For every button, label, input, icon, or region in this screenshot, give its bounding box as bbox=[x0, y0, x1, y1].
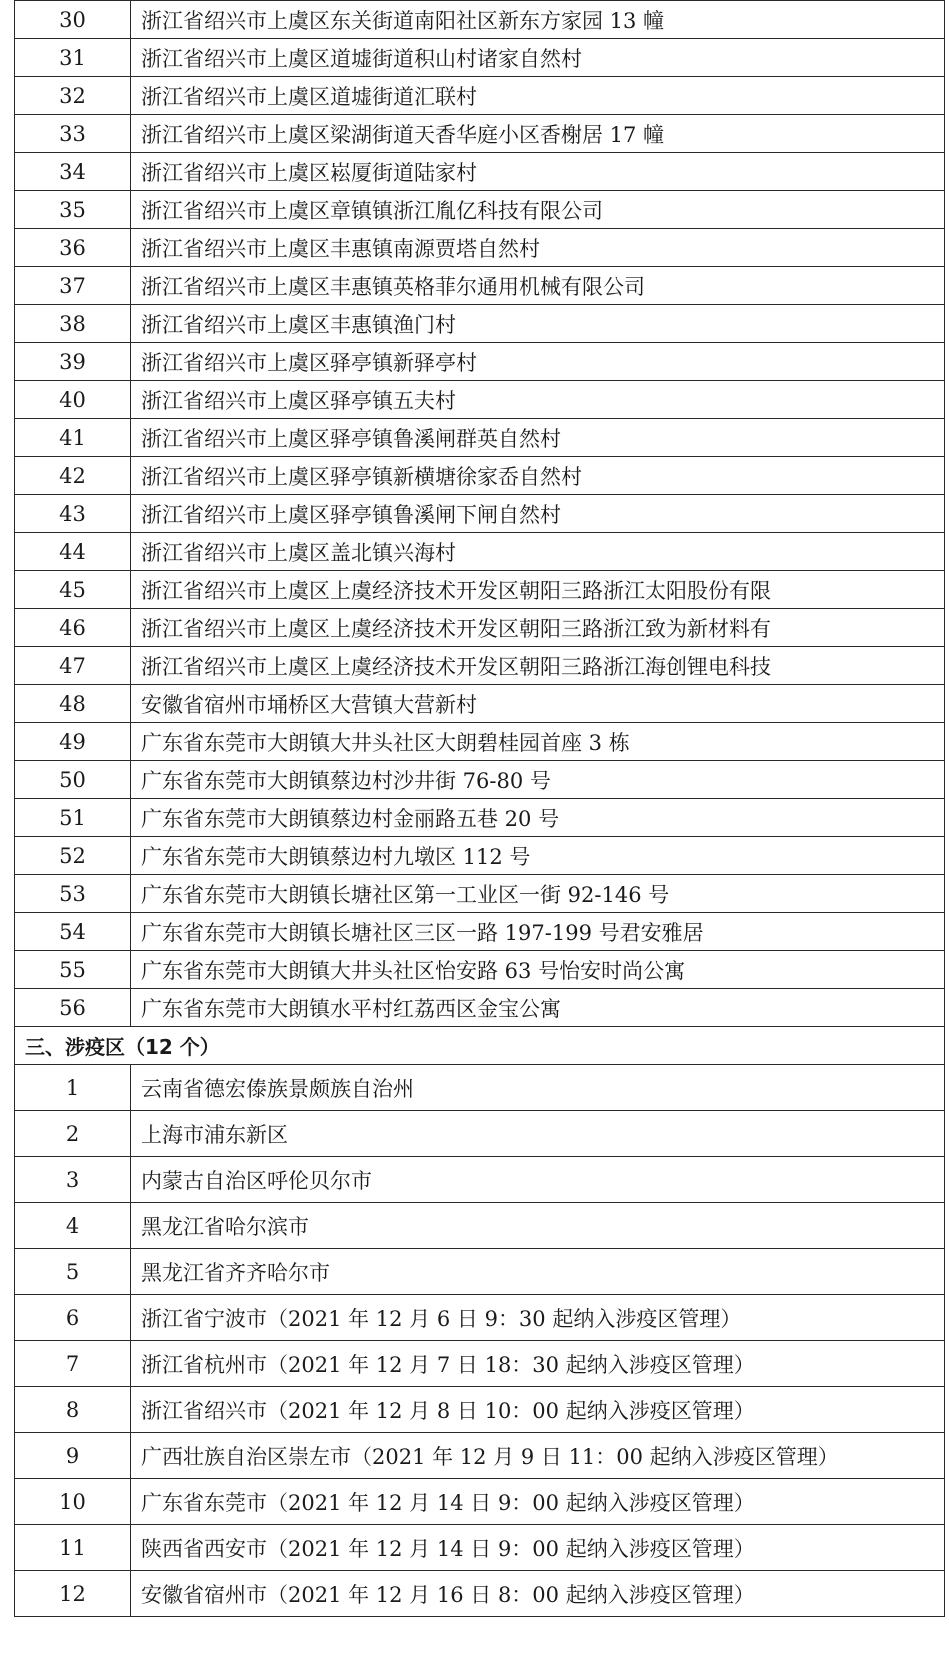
row-address: 浙江省宁波市（2021 年 12 月 6 日 9：30 起纳入涉疫区管理） bbox=[131, 1295, 945, 1341]
table-row bbox=[15, 1203, 945, 1249]
table-row bbox=[15, 1479, 945, 1525]
row-number: 47 bbox=[15, 647, 131, 685]
row-address: 黑龙江省齐齐哈尔市 bbox=[131, 1249, 945, 1295]
row-number: 51 bbox=[15, 799, 131, 837]
table-row bbox=[15, 989, 945, 1027]
row-address: 浙江省绍兴市上虞区驿亭镇鲁溪闸下闸自然村 bbox=[131, 495, 945, 533]
row-number: 41 bbox=[15, 419, 131, 457]
row-address: 浙江省绍兴市上虞区崧厦街道陆家村 bbox=[131, 153, 945, 191]
table-row bbox=[15, 153, 945, 191]
table-row bbox=[15, 799, 945, 837]
row-number: 55 bbox=[15, 951, 131, 989]
table-row bbox=[15, 457, 945, 495]
row-number: 56 bbox=[15, 989, 131, 1027]
table-row bbox=[15, 951, 945, 989]
row-number: 35 bbox=[15, 191, 131, 229]
row-number: 11 bbox=[15, 1525, 131, 1571]
row-address: 浙江省绍兴市上虞区道墟街道积山村诸家自然村 bbox=[131, 39, 945, 77]
table-row bbox=[15, 229, 945, 267]
row-number: 2 bbox=[15, 1111, 131, 1157]
table-row bbox=[15, 77, 945, 115]
area-list-table bbox=[14, 0, 945, 1617]
row-number: 54 bbox=[15, 913, 131, 951]
row-address: 浙江省绍兴市上虞区上虞经济技术开发区朝阳三路浙江致为新材料有 bbox=[131, 609, 945, 647]
row-address: 广东省东莞市大朗镇长塘社区三区一路 197-199 号君安雅居 bbox=[131, 913, 945, 951]
row-address: 广东省东莞市大朗镇蔡边村九墩区 112 号 bbox=[131, 837, 945, 875]
row-number: 5 bbox=[15, 1249, 131, 1295]
row-address: 浙江省绍兴市上虞区章镇镇浙江胤亿科技有限公司 bbox=[131, 191, 945, 229]
table-row bbox=[15, 495, 945, 533]
section-title: 三、涉疫区（12 个） bbox=[15, 1027, 945, 1065]
row-address: 广东省东莞市大朗镇蔡边村金丽路五巷 20 号 bbox=[131, 799, 945, 837]
row-number: 9 bbox=[15, 1433, 131, 1479]
row-address: 广东省东莞市大朗镇大井头社区怡安路 63 号怡安时尚公寓 bbox=[131, 951, 945, 989]
row-number: 36 bbox=[15, 229, 131, 267]
row-address: 浙江省绍兴市上虞区驿亭镇新横塘徐家岙自然村 bbox=[131, 457, 945, 495]
row-number: 49 bbox=[15, 723, 131, 761]
row-number: 6 bbox=[15, 1295, 131, 1341]
row-address: 内蒙古自治区呼伦贝尔市 bbox=[131, 1157, 945, 1203]
row-address: 广东省东莞市（2021 年 12 月 14 日 9：00 起纳入涉疫区管理） bbox=[131, 1479, 945, 1525]
table-row bbox=[15, 39, 945, 77]
row-number: 52 bbox=[15, 837, 131, 875]
row-address: 安徽省宿州市埇桥区大营镇大营新村 bbox=[131, 685, 945, 723]
section-header-row bbox=[15, 1027, 945, 1065]
table-row bbox=[15, 1249, 945, 1295]
table-row bbox=[15, 1157, 945, 1203]
row-address: 浙江省绍兴市上虞区驿亭镇鲁溪闸群英自然村 bbox=[131, 419, 945, 457]
table-row bbox=[15, 1, 945, 39]
table-row bbox=[15, 913, 945, 951]
row-address: 浙江省绍兴市上虞区丰惠镇南源贾塔自然村 bbox=[131, 229, 945, 267]
row-number: 37 bbox=[15, 267, 131, 305]
row-number: 48 bbox=[15, 685, 131, 723]
row-number: 43 bbox=[15, 495, 131, 533]
medium-risk-area-rows bbox=[15, 1, 945, 1027]
row-address: 浙江省绍兴市上虞区道墟街道汇联村 bbox=[131, 77, 945, 115]
table-row bbox=[15, 1065, 945, 1111]
row-address: 广东省东莞市大朗镇大井头社区大朗碧桂园首座 3 栋 bbox=[131, 723, 945, 761]
row-number: 40 bbox=[15, 381, 131, 419]
row-address: 广东省东莞市大朗镇蔡边村沙井街 76-80 号 bbox=[131, 761, 945, 799]
row-address: 黑龙江省哈尔滨市 bbox=[131, 1203, 945, 1249]
epidemic-area-rows bbox=[15, 1065, 945, 1617]
row-number: 1 bbox=[15, 1065, 131, 1111]
row-address: 云南省德宏傣族景颇族自治州 bbox=[131, 1065, 945, 1111]
row-number: 32 bbox=[15, 77, 131, 115]
table-row bbox=[15, 381, 945, 419]
table-row bbox=[15, 305, 945, 343]
table-row bbox=[15, 1387, 945, 1433]
row-number: 45 bbox=[15, 571, 131, 609]
table-row bbox=[15, 647, 945, 685]
row-address: 陕西省西安市（2021 年 12 月 14 日 9：00 起纳入涉疫区管理） bbox=[131, 1525, 945, 1571]
table-row bbox=[15, 723, 945, 761]
row-address: 浙江省绍兴市上虞区上虞经济技术开发区朝阳三路浙江太阳股份有限 bbox=[131, 571, 945, 609]
row-number: 7 bbox=[15, 1341, 131, 1387]
row-number: 30 bbox=[15, 1, 131, 39]
row-number: 10 bbox=[15, 1479, 131, 1525]
row-address: 浙江省绍兴市上虞区盖北镇兴海村 bbox=[131, 533, 945, 571]
table-row bbox=[15, 761, 945, 799]
table-row bbox=[15, 115, 945, 153]
table-row bbox=[15, 1433, 945, 1479]
table-row bbox=[15, 837, 945, 875]
row-number: 3 bbox=[15, 1157, 131, 1203]
table-row bbox=[15, 419, 945, 457]
table-row bbox=[15, 1111, 945, 1157]
row-number: 42 bbox=[15, 457, 131, 495]
row-address: 浙江省绍兴市上虞区驿亭镇五夫村 bbox=[131, 381, 945, 419]
row-address: 广西壮族自治区崇左市（2021 年 12 月 9 日 11：00 起纳入涉疫区管理） bbox=[131, 1433, 945, 1479]
row-number: 34 bbox=[15, 153, 131, 191]
row-number: 38 bbox=[15, 305, 131, 343]
row-number: 39 bbox=[15, 343, 131, 381]
table-row bbox=[15, 875, 945, 913]
row-address: 浙江省绍兴市上虞区上虞经济技术开发区朝阳三路浙江海创锂电科技 bbox=[131, 647, 945, 685]
row-number: 8 bbox=[15, 1387, 131, 1433]
table-row bbox=[15, 1571, 945, 1617]
row-address: 浙江省绍兴市上虞区东关街道南阳社区新东方家园 13 幢 bbox=[131, 1, 945, 39]
row-address: 浙江省绍兴市上虞区丰惠镇英格菲尔通用机械有限公司 bbox=[131, 267, 945, 305]
row-number: 31 bbox=[15, 39, 131, 77]
row-number: 50 bbox=[15, 761, 131, 799]
row-number: 46 bbox=[15, 609, 131, 647]
row-address: 上海市浦东新区 bbox=[131, 1111, 945, 1157]
row-address: 广东省东莞市大朗镇长塘社区第一工业区一街 92-146 号 bbox=[131, 875, 945, 913]
table-row bbox=[15, 609, 945, 647]
table-row bbox=[15, 343, 945, 381]
row-address: 浙江省绍兴市上虞区丰惠镇渔门村 bbox=[131, 305, 945, 343]
table-row bbox=[15, 1525, 945, 1571]
row-address: 浙江省绍兴市上虞区驿亭镇新驿亭村 bbox=[131, 343, 945, 381]
row-address: 浙江省绍兴市上虞区梁湖街道天香华庭小区香榭居 17 幢 bbox=[131, 115, 945, 153]
table-row bbox=[15, 533, 945, 571]
row-address: 浙江省绍兴市（2021 年 12 月 8 日 10：00 起纳入涉疫区管理） bbox=[131, 1387, 945, 1433]
table-row bbox=[15, 1341, 945, 1387]
section-header-group bbox=[15, 1027, 945, 1065]
table-row bbox=[15, 1295, 945, 1341]
row-address: 广东省东莞市大朗镇水平村红荔西区金宝公寓 bbox=[131, 989, 945, 1027]
row-number: 33 bbox=[15, 115, 131, 153]
table-row bbox=[15, 267, 945, 305]
row-number: 44 bbox=[15, 533, 131, 571]
table-row bbox=[15, 191, 945, 229]
row-number: 4 bbox=[15, 1203, 131, 1249]
row-address: 安徽省宿州市（2021 年 12 月 16 日 8：00 起纳入涉疫区管理） bbox=[131, 1571, 945, 1617]
row-number: 53 bbox=[15, 875, 131, 913]
row-address: 浙江省杭州市（2021 年 12 月 7 日 18：30 起纳入涉疫区管理） bbox=[131, 1341, 945, 1387]
row-number: 12 bbox=[15, 1571, 131, 1617]
table-row bbox=[15, 571, 945, 609]
table-row bbox=[15, 685, 945, 723]
